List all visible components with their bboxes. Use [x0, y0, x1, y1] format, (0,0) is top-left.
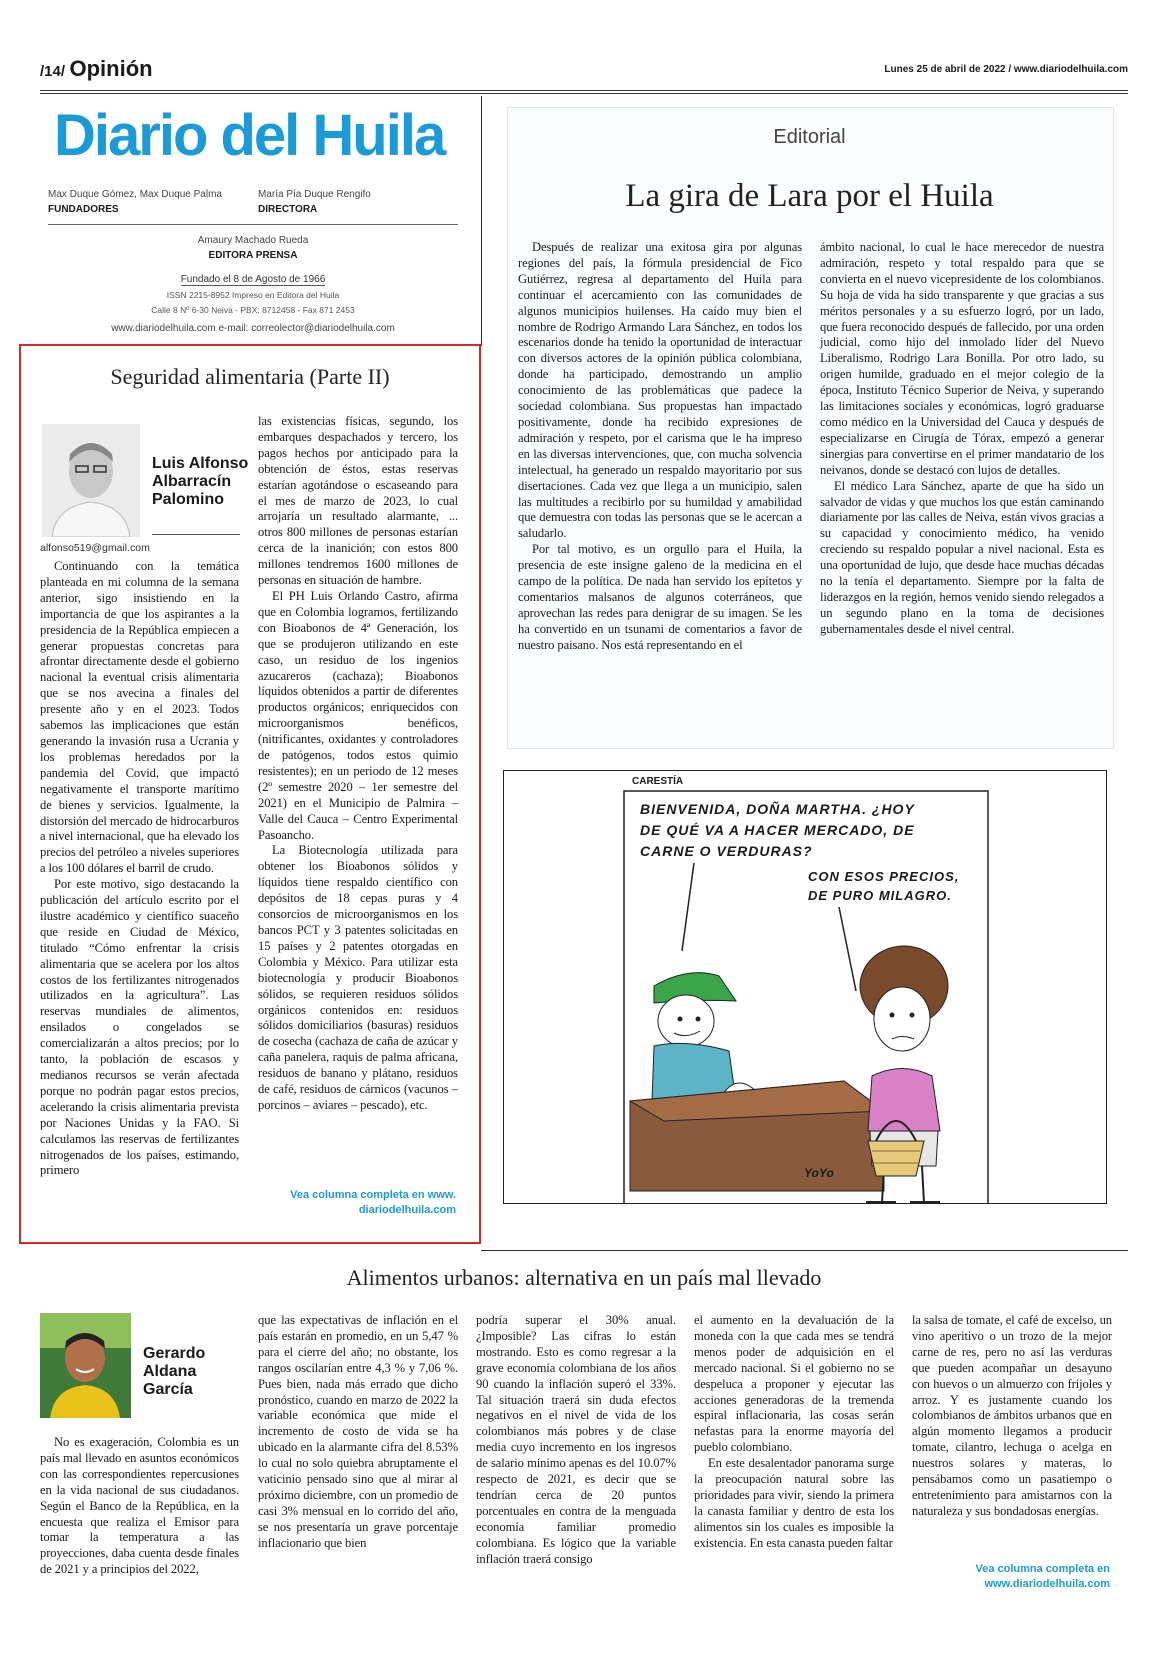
author-email: alfonso519@gmail.com: [40, 542, 150, 554]
speech-bubble-customer: CON ESOS PRECIOS, DE PURO MILAGRO.: [808, 869, 960, 903]
editor-name: Amaury Machado Rueda: [197, 235, 309, 246]
editorial-paragraph: Después de realizar una exitosa gira por algunas regiones del país, la fórmula presidencial de Fico Gutiérrez, regresa al departamento del Huila para continuar el acercamiento con las comunidades de algunos municipios huilenses. Ha caído muy bien el nombre de Rodrigo Armando Lara Sánchez, en todos los escenarios donde ha tenido la oportunidad de interactuar con diversos actores de la opinión pública colombiana, donde ha participado, demostrando un amplio conocimiento de las problemáticas que padece la sociedad colombiana. Sus propuestas han impactado positivamente, donde ha recibido expresiones de admiración y respeto, por el carisma que le ha impreso en las diversas intervenciones, que, con mucha solvencia intelectual, ha generado un respaldo mayoritario por sus disertaciones. Cada vez que llega a un municipio, salen las multitudes a recibirlo por su humildad y amabilidad que demuestra con todas las personas que se le acercan a saludarlo.: [518, 240, 802, 541]
column1-paragraph: las existencias físicas, segundo, los embarques despachados y tercero, los pagos hechos por anticipado para la obtención de éstos, estas reservas estarían agotándose o escaseando para el mes de marzo de 2023, lo cual arrojaría un resultado alarmante, ... otros 800 millones de personas estarían cerca de la inanición; con estos 800 millones tendremos 1600 millones de personas en situación de hambre.: [258, 414, 458, 588]
director-name: María Pía Duque Rengifo: [258, 189, 371, 200]
page-number: /14/: [40, 63, 66, 80]
column1-paragraph: La Biotecnología utilizada para obtener los Bioabonos sólidos y líquidos tiene respaldo científico con depósitos de 18 cepas puras y 4 consorcios de microorganismos en los bancos PCT y 3 patentes solicitadas en 15 países y 2 patentes otorgadas en Colombia y México. Para utilizar esta biotecnología y producir Bioabonos sólidos, se requieren residuos sólidos orgánicos contenidos en: residuos sólidos domiciliarios (basuras) residuos de cosecha (cachaza de caña de azúcar y caña panelera, raquis de palma africana, residuos de banano y plátano, residuos de café, residuos de cárnicos (vacunos – porcinos – aviares – pescado), etc.: [258, 843, 458, 1112]
founders-names: Max Duque Gómez, Max Duque Palma: [48, 189, 222, 200]
column1-paragraph: Por este motivo, sigo destacando la publicación del artículo escrito por el ilustre académico y científico suaceño que reside en Ciudad de México, titulado “Cómo enfrentar la crisis alimentaria que se acelera por los altos costos de los fertilizantes nitrogenados utilizados en la agricultura”. Las reservas mundiales de alimentos, ensilados o congelados se comercializarán a altos precios; por lo tanto, la población de escasos y medianos recursos se verán afectada porque no podrán pagar estos precios, acelerando la crisis alimentaria prevista por Naciones Unidas y la FAO. Si calculamos las reservas de fertilizantes nitrogenados de los países, estimando, primero: [40, 877, 239, 1178]
editorial-col2: [820, 240, 1104, 638]
date-site: Lunes 25 de abril de 2022 / www.diariodelhuila.com: [884, 64, 1128, 75]
portrait-icon: [42, 424, 140, 537]
masthead-logo: Diario del Huila: [54, 103, 445, 168]
column2-paragraph: No es exageración, Colombia es un país mal llevado en asuntos económicos con las correspondientes repercusiones en la vida nacional de sus ciudadanos. Según el Banco de la República, en la encuesta que realiza el Emisor para tomar la temperatura a las proyecciones, daba cuenta desde finales de 2021 y a principios del 2022,: [40, 1435, 239, 1577]
contact-line: www.diariodelhuila.com e-mail: correolector@diariodelhuila.com: [111, 323, 395, 334]
author-name: Luis Alfonso Albarracín Palomino: [152, 455, 249, 508]
issn: ISSN 2215-8952 Impreso en Editora del Huila: [166, 290, 340, 300]
founded-date: Fundado el 8 de Agosto de 1966: [180, 274, 326, 285]
column1-paragraph: El PH Luis Orlando Castro, afirma que en Colombia logramos, fertilizando con Bioabonos de 4ª Generación, los que se produjeron utilizando en este caso, un residuo de los ingenios azucareros (cachaza); Bioabonos líquidos obtenidos a partir de diferentes productos orgánicos; enriquecidos con microorganismos benéficos, (nitrificantes, oxidantes y controladores de patógenos, todos estos quimio resistentes); en un periodo de 12 meses (2º semestre 2020 – 1er semestre del 2021) en el Municipio de Palmira – Valle del Cauca – Centro Experimental Pasoancho.: [258, 588, 458, 842]
column2-paragraph: que las expectativas de inflación en el país estarán en promedio, en un 5,47 % para el cierre del año; no obstante, los rangos oscilarían entre 4,3 % y 7,06 %. Pues bien, nada más errado que dicho pronóstico, cuando en marzo de 2022 la variable económica que mide el incremento de costo de vida se ha ubicado en la alarmante cifra del 8.53% lo cual no solo quiebra abruptamente el vaticinio pensado sino que al mirar al próximo diciembre, con un promedio de casi 3% mensual en lo corrido del año, se nos presentaría un grave porcentaje inflacionario que bien: [258, 1313, 458, 1550]
cartoon-panel: [503, 770, 1107, 1204]
editorial-paragraph: Por tal motivo, es un orgullo para el Huila, la presencia de este insigne galeno de la medicina en el campo de la política. De nada han servido los epítetos y comentarios malsanos de algunos coterráneos, que aprovechan las redes para denigrar de su imagen. Se les ha convertido en un tsunami de comentarios a favor de nuestro paisano. Nos está representando en el: [518, 542, 802, 652]
column2-col1: [40, 1435, 239, 1578]
director-label: DIRECTORA: [258, 204, 318, 215]
cartoon-label: CARESTÍA: [632, 776, 684, 787]
author2-photo: [40, 1313, 131, 1418]
founders-label: FUNDADORES: [48, 204, 119, 215]
column2-paragraph: En este desalentador panorama surge la preocupación natural sobre las prioridades para vivir, siendo la primera la canasta familiar y dentro de esta los alimentos sin los cuales es imposible la existencia. En esta canasta pueden faltar: [694, 1456, 894, 1550]
column2-col5: [912, 1313, 1112, 1520]
column2-col4: [694, 1313, 894, 1552]
column2-more-link[interactable]: Vea columna completa en www.diariodelhuila.com: [975, 1563, 1110, 1590]
column2-paragraph: podría superar el 30% anual. ¿Imposible? Las cifras lo están mostrando. Esto es como regresar a la grave economía colombiana de los años 90 cuando la inflación superó el 33%. Tal situación traerá sin duda efectos negativos en el nivel de vida de los colombianos más pobres y de clase media cuyo incremento en los ingresos de salario mínimo apenas es del 10.07% respecto de 2021, es decir que se tendrían cerca de 20 puntos porcentuales en contra de la menguada economía familiar promedio colombiana. Es lógico que la variable inflación traerá consigo: [476, 1313, 676, 1566]
editorial-paragraph: ámbito nacional, lo cual le hace merecedor de nuestra admiración, respeto y total respaldo para que se convierta en el nuevo vicepresidente de los colombianos. Su hoja de vida ha sido transparente y que gracias a sus méritos personales y a su esfuerzo logró, por un lado, que fuera reconocido después de fallecido, por una orden judicial, como hijo del inmolado líder del Nuevo Liberalismo, Rodrigo Lara Bonilla. Por otro lado, su origen humilde, graduado en el mejor colegio de la época, Instituto Técnico Superior de Neiva, y superando las limitaciones sociales y económicas, logró graduarse como médico en la Universidad del Cauca y después de especializarse en Cirugía de Tórax, empezó a generar sinergias para convertirse en el primer mandatario de los neivanos, donde se destacó con lujos de detalles.: [820, 240, 1104, 477]
speech-bubble-vendor: BIENVENIDA, DOÑA MARTHA. ¿HOY DE QUÉ VA A HACER MERCADO, DE CARNE O VERDURAS?: [640, 801, 915, 859]
editorial-paragraph: El médico Lara Sánchez, aparte de que ha sido un salvador de vidas y que muchos los que están caminando diariamente por las calles de Neiva, están vivos gracias a su capacidad y conocimiento médico, ha venido creciendo su respaldo popular a nivel nacional. Esta es una oportunidad de lujo, que desde hace muchas décadas no la tenía el departamento. Siempre por la falta de liderazgos en la región, hemos venido siendo relegados a un segundo plano en la toma de decisiones gubernamentales desde el nivel central.: [820, 478, 1104, 636]
column1-col1: [40, 559, 239, 1179]
portrait-icon: [40, 1313, 131, 1418]
column2-paragraph: el aumento en la devaluación de la moneda con la que cada mes se tendrá menos poder de adquisición en el mercado nacional. Si el gobierno no se despeluca a proponer y ejecutar las acciones generadoras de la tremenda espiral inflacionaria, las cosas serán nefastas para la enorme mayoría del pueblo colombiano.: [694, 1313, 894, 1455]
section-title: Opinión: [69, 56, 153, 81]
editorial-label: Editorial: [773, 126, 846, 148]
column1-paragraph: Continuando con la temática planteada en mi columna de la semana anterior, sigo insistiendo en la importancia de que los aspirantes a la presidencia de la República empiecen a generar propuestas concretas para afrontar directamente desde el gobierno nacional la eventual crisis alimentaria que se nos avecina a finales del presente año y en el 2023. Todos sabemos las implicaciones que están generando la invasión rusa a Ucrania y los problemas heredados por la pandemia del Covid, que impactó negativamente el transporte marítimo de bienes y servicios. Igualmente, la distorsión del mercado de hidrocarburos a nivel internacional, que ha elevado los precios del petróleo a niveles superiores a los 100 dólares el barril de crudo.: [40, 559, 239, 876]
column2-col2: [258, 1313, 458, 1552]
column2-col3: [476, 1313, 676, 1568]
column1-title: Seguridad alimentaria (Parte II): [110, 364, 390, 389]
author-photo: [42, 424, 140, 537]
page-header: [40, 56, 153, 82]
editorial-title: La gira de Lara por el Huila: [625, 178, 994, 214]
column2-title: Alimentos urbanos: alternativa en un país mal llevado: [346, 1265, 822, 1290]
address: Calle 8 Nº 6-30 Neiva - PBX: 8712458 - Fax 871 2453: [151, 305, 355, 315]
column1-more-link[interactable]: Vea columna completa en www. diariodelhuila.com: [290, 1189, 456, 1216]
author2-name: Gerardo Aldana García: [143, 1345, 206, 1398]
column1-col2: [258, 414, 458, 1114]
editorial-col1: [518, 240, 802, 654]
cartoonist-signature: YoYo: [804, 1166, 834, 1180]
column2-paragraph: la salsa de tomate, el café de excelso, un vino aperitivo o un trozo de la mejor carne de res, pero no así las verduras que pueden acompañar un desayuno con huevos o un almuerzo con frijoles y arroz. Y es justamente cuando los colombianos de ámbitos urbanos que en algún momento llegamos a producir tomate, cilantro, lechuga o acelga en nuestros solares y materas, lo pensábamos como un pasatiempo o entretenimiento para amistarnos con la naturaleza y sus bondadosas energías.: [912, 1313, 1112, 1518]
editor-label: EDITORA PRENSA: [208, 250, 298, 261]
